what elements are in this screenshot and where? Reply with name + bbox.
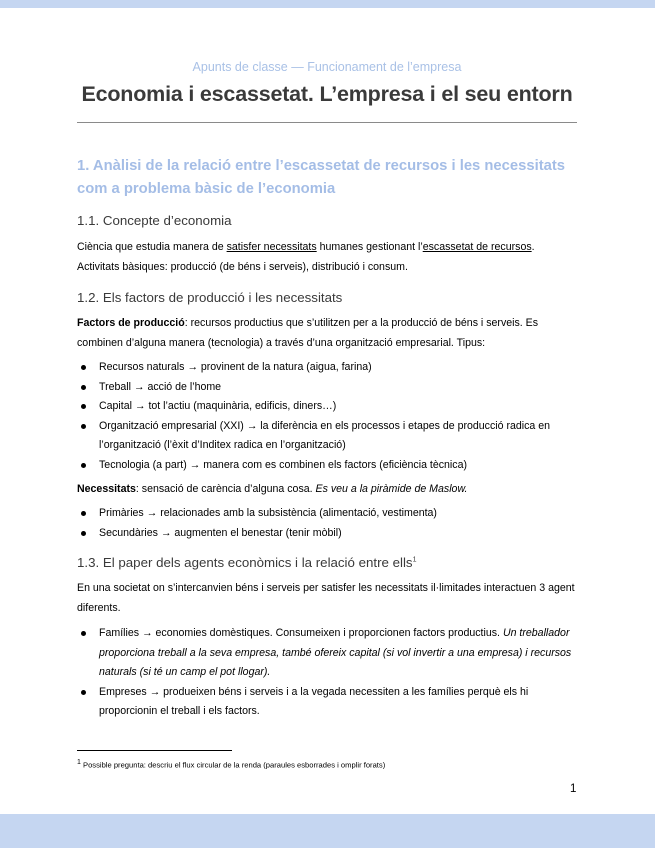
bullet-icon bbox=[81, 631, 86, 636]
needs-list bbox=[77, 504, 582, 543]
section-1-3-heading bbox=[77, 555, 416, 570]
footnote bbox=[77, 759, 385, 770]
bullet-icon bbox=[81, 511, 86, 516]
list-item-text: Capital → tot l’actiu (maquinària, edificis, diners…) bbox=[99, 400, 337, 412]
page-number: 1 bbox=[570, 783, 577, 795]
list-item bbox=[77, 378, 582, 398]
factors-definition bbox=[77, 314, 582, 353]
list-item-text: Organització empresarial (XXI) → la diferència en els processos i etapes de producció radica en l’organització (l’èxit d’Inditex radica en l’organització) bbox=[99, 419, 551, 451]
list-item bbox=[77, 456, 582, 476]
needs-definition bbox=[77, 480, 582, 500]
list-item bbox=[77, 358, 582, 378]
factors-list bbox=[77, 358, 582, 475]
list-item-text: Empreses → produeixen béns i serveis i a la vegada necessiten a les famílies perquè els hi proporcionin el treball i els factors. bbox=[99, 685, 529, 717]
term-label: Necessitats bbox=[77, 483, 136, 495]
list-item-text: Recursos naturals → provinent de la natura (aigua, farina) bbox=[99, 361, 372, 373]
section-1-1-heading: 1.1. Concepte d’economia bbox=[77, 213, 232, 228]
list-item-text: Treball → acció de l’home bbox=[99, 380, 222, 393]
list-item bbox=[77, 524, 582, 544]
underlined-term: satisfer necessitats bbox=[226, 241, 317, 253]
list-item bbox=[77, 624, 582, 683]
section-1-2-heading: 1.2. Els factors de producció i les necessitats bbox=[77, 290, 343, 305]
text-run: humanes gestionant l’ bbox=[316, 241, 423, 253]
bullet-icon bbox=[81, 365, 86, 370]
footnote-text: Possible pregunta: descriu el flux circular de la renda (paraules esborrades i omplir forats) bbox=[80, 760, 386, 770]
list-item-text: Famílies → economies domèstiques. Consumeixen i proporcionen factors productius. bbox=[99, 627, 503, 639]
bullet-icon bbox=[81, 385, 86, 390]
bullet-icon bbox=[81, 424, 86, 429]
list-item bbox=[77, 683, 582, 722]
bottom-band bbox=[0, 814, 655, 848]
title-divider bbox=[77, 122, 577, 123]
top-band bbox=[0, 0, 655, 8]
text-run: : sensació de carència d’alguna cosa. bbox=[135, 483, 316, 495]
bullet-icon bbox=[81, 690, 86, 695]
footnote-divider bbox=[77, 750, 232, 751]
document-title: Economia i escassetat. L’empresa i el seu entorn bbox=[81, 82, 573, 106]
list-item bbox=[77, 417, 582, 456]
term-label: Factors de producció bbox=[77, 317, 185, 329]
heading-text: 1.3. El paper dels agents econòmics i la relació entre ells bbox=[77, 555, 413, 570]
list-item bbox=[77, 397, 582, 417]
list-item-text: Secundàries → augmenten el benestar (tenir mòbil) bbox=[99, 526, 342, 539]
footnote-marker: 1 bbox=[412, 556, 417, 564]
footnote-marker: 1 bbox=[77, 759, 81, 766]
list-item-text: Primàries → relacionades amb la subsistència (alimentació, vestimenta) bbox=[99, 507, 437, 519]
text-run: : recursos productius que s’utilitzen per a la producció de béns i serveis. Es combinen d’alguna manera (tecnologia) a través d’una organització empresarial. Tipus: bbox=[77, 317, 539, 349]
bullet-icon bbox=[81, 463, 86, 468]
agents-list bbox=[77, 624, 582, 722]
underlined-term: escassetat de recursos bbox=[422, 241, 532, 253]
agents-intro: En una societat on s’intercanvien béns i serveis per satisfer les necessitats il·limitades interactuen 3 agent diferents. bbox=[77, 582, 575, 614]
italic-example: Un treballador proporciona treball a la seva empresa, també ofereix capital (si vol invertir a una empresa) i recursos naturals (si té un camp el pot llogar). bbox=[99, 627, 572, 678]
italic-note: Es veu a la piràmide de Maslow. bbox=[315, 483, 468, 495]
list-item bbox=[77, 504, 582, 524]
bullet-icon bbox=[81, 531, 86, 536]
bullet-icon bbox=[81, 404, 86, 409]
basic-activities: Activitats bàsiques: producció (de béns i serveis), distribució i consum. bbox=[77, 261, 408, 273]
document-kicker: Apunts de classe — Funcionament de l’empresa bbox=[192, 60, 462, 74]
section-1-heading: 1. Anàlisi de la relació entre l’escassetat de recursos i les necessitats com a problema bàsic de l’economia bbox=[77, 158, 566, 197]
list-item-text: Tecnologia (a part) → manera com es combinen els factors (eficiència tècnica) bbox=[99, 458, 467, 471]
text-run: . bbox=[531, 241, 535, 253]
text-run: Ciència que estudia manera de bbox=[77, 241, 227, 253]
economy-definition bbox=[77, 238, 582, 258]
